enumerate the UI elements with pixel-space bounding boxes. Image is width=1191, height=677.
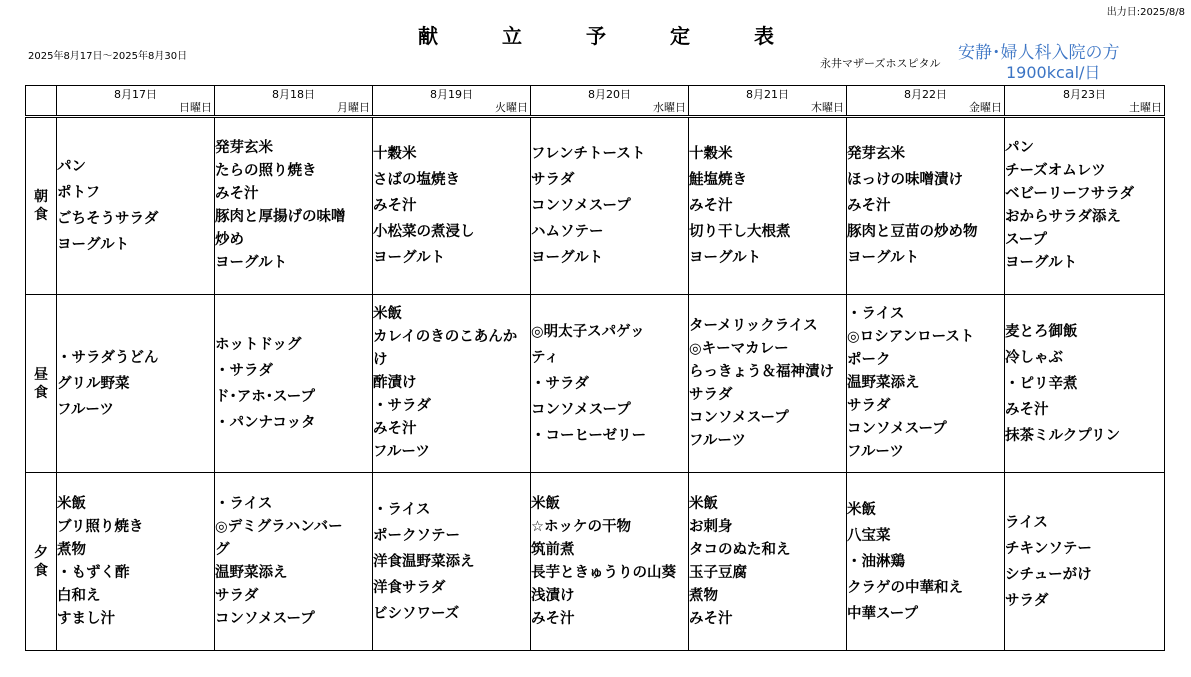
- day-header: [373, 86, 531, 117]
- day-header: [57, 86, 215, 117]
- menu-item: 抹茶ミルクプリン: [1005, 427, 1121, 444]
- menu-item: 中華スープ: [847, 605, 919, 622]
- menu-item: 温野菜添え: [215, 564, 288, 581]
- menu-item: みそ汁: [215, 186, 259, 202]
- menu-item: サラダ: [689, 386, 733, 403]
- menu-item: ヨーグルト: [847, 250, 920, 266]
- menu-item: ・サラダ: [531, 375, 589, 392]
- menu-item: ポーク: [847, 352, 891, 368]
- menu-item: ホットドッグ: [215, 336, 302, 353]
- menu-item: サラダ: [1005, 592, 1049, 609]
- menu-item: 豚肉と厚揚げの味噌: [215, 209, 346, 225]
- day-date: 8月21日: [746, 87, 789, 101]
- meal-label-char: 食: [34, 384, 48, 401]
- menu-item: 浅漬け: [531, 587, 575, 604]
- day-date: 8月22日: [904, 87, 947, 101]
- menu-item: ・油淋鶏: [847, 553, 905, 570]
- menu-cell: [373, 473, 531, 651]
- menu-item: 十穀米: [689, 146, 733, 162]
- menu-item: 長芋ときゅうりの山葵: [531, 564, 676, 581]
- menu-item: 切り干し大根煮: [689, 224, 791, 240]
- day-header: [847, 86, 1005, 117]
- menu-item: ◎キーマカレー: [689, 340, 789, 357]
- meal-label-char: 食: [34, 562, 48, 579]
- day-header: [689, 86, 847, 117]
- menu-item: 洋食サラダ: [373, 579, 446, 596]
- menu-cell: [847, 117, 1005, 295]
- menu-cell: [373, 117, 531, 295]
- menu-cell: [57, 295, 215, 473]
- day-weekday: 水曜日: [653, 100, 686, 114]
- diet-type: 安静･婦人科入院の方: [958, 43, 1120, 63]
- day-date: 8月19日: [430, 87, 473, 101]
- menu-item: 鮭塩焼き: [689, 172, 747, 188]
- menu-item: みそ汁: [1005, 401, 1049, 418]
- menu-item: ベビーリーフサラダ: [1005, 186, 1135, 202]
- menu-item: ・サラダ: [373, 398, 431, 414]
- menu-cell: [689, 117, 847, 295]
- meal-label: [26, 473, 57, 651]
- menu-item: 筑前煮: [531, 541, 575, 558]
- day-date: 8月23日: [1063, 87, 1106, 101]
- menu-item: サラダ: [847, 398, 891, 414]
- menu-item: みそ汁: [373, 198, 417, 214]
- menu-item: サラダ: [531, 172, 575, 188]
- menu-cell: [215, 473, 373, 651]
- menu-item: ヨーグルト: [1005, 255, 1078, 271]
- menu-cell: [57, 117, 215, 295]
- menu-item: 米飯: [689, 495, 718, 512]
- menu-item: パン: [1005, 140, 1034, 156]
- menu-item: 洋食温野菜添え: [373, 553, 475, 570]
- header-row: [26, 86, 1165, 117]
- menu-item: ・ライス: [373, 501, 431, 518]
- menu-item: たらの照り焼き: [215, 163, 317, 179]
- menu-item: ヨーグルト: [373, 250, 446, 266]
- day-weekday: 金曜日: [969, 100, 1002, 114]
- day-header: [1005, 86, 1165, 117]
- menu-item: 小松菜の煮浸し: [373, 224, 475, 240]
- day-header: [531, 86, 689, 117]
- menu-item: 温野菜添え: [847, 375, 920, 391]
- menu-cell: [1005, 295, 1165, 473]
- menu-item: グリル野菜: [57, 375, 130, 392]
- menu-item: ハムソテー: [531, 224, 604, 240]
- menu-cell: [847, 473, 1005, 651]
- menu-item: すまし汁: [57, 610, 115, 627]
- menu-item: コンソメスープ: [531, 401, 631, 418]
- day-header: [215, 86, 373, 117]
- calorie-target: 1900kcal/日: [1006, 63, 1101, 82]
- menu-item: サラダ: [215, 587, 259, 604]
- meal-label: [26, 117, 57, 295]
- menu-cell: [531, 473, 689, 651]
- menu-cell: [847, 295, 1005, 473]
- menu-item: 煮物: [689, 587, 718, 604]
- menu-item: みそ汁: [689, 610, 733, 627]
- menu-item: ・サラダうどん: [57, 349, 159, 366]
- title-char: 定: [670, 24, 690, 48]
- menu-cell: [373, 295, 531, 473]
- menu-item: ビシソワーズ: [373, 605, 460, 622]
- menu-item: ヨーグルト: [215, 255, 288, 271]
- day-weekday: 土曜日: [1129, 100, 1162, 114]
- menu-item: フレンチトースト: [531, 146, 646, 162]
- menu-item: ポークソテー: [373, 527, 460, 544]
- menu-item: みそ汁: [373, 421, 417, 437]
- menu-item: らっきょう＆福神漬け: [689, 363, 834, 380]
- menu-cell: [531, 117, 689, 295]
- menu-item: フルーツ: [689, 432, 746, 449]
- menu-item: ・もずく酢: [57, 564, 130, 581]
- menu-item: カレイのきのこあんか: [373, 329, 518, 345]
- menu-item: チーズオムレツ: [1005, 163, 1106, 179]
- menu-item: クラゲの中華和え: [847, 579, 963, 596]
- menu-item: 冷しゃぶ: [1005, 349, 1063, 366]
- menu-item: ヨーグルト: [531, 250, 604, 266]
- menu-item: ライス: [1005, 514, 1048, 531]
- menu-item: みそ汁: [531, 610, 575, 627]
- menu-item: ヨーグルト: [57, 237, 130, 253]
- title-char: 表: [754, 24, 774, 48]
- menu-item: ・パンナコッタ: [215, 414, 316, 431]
- menu-item: みそ汁: [847, 198, 891, 214]
- menu-item: ◎明太子スパゲッ: [531, 323, 645, 340]
- menu-item: ・サラダ: [215, 362, 273, 379]
- menu-item: 十穀米: [373, 146, 417, 162]
- day-date: 8月20日: [588, 87, 631, 101]
- menu-item: 麦とろ御飯: [1005, 323, 1078, 340]
- menu-item: チキンソテー: [1005, 540, 1092, 557]
- day-date: 8月17日: [114, 87, 157, 101]
- menu-item: スープ: [1005, 232, 1048, 248]
- title-char: 献: [418, 24, 438, 48]
- day-weekday: 木曜日: [811, 100, 844, 114]
- menu-cell: [1005, 117, 1165, 295]
- menu-item: ヨーグルト: [689, 250, 762, 266]
- meal-label-char: 食: [34, 207, 48, 223]
- menu-item: タコのぬた和え: [689, 541, 791, 558]
- menu-item: ド･アホ･スープ: [215, 388, 316, 405]
- menu-item: 豚肉と豆苗の炒め物: [847, 224, 978, 240]
- corner-cell: [26, 86, 57, 117]
- menu-item: ティ: [531, 349, 559, 366]
- menu-item: ・ピリ辛煮: [1005, 375, 1078, 392]
- menu-cell: [1005, 473, 1165, 651]
- menu-item: フルーツ: [373, 444, 430, 460]
- menu-item: コンソメスープ: [689, 409, 789, 426]
- day-weekday: 日曜日: [179, 100, 212, 114]
- menu-item: ◎ロシアンロースト: [847, 329, 975, 345]
- meal-label-char: 昼: [34, 366, 48, 383]
- menu-item: 酢漬け: [373, 375, 417, 391]
- menu-item: ブリ照り焼き: [57, 518, 144, 535]
- menu-item: ・ライス: [847, 306, 905, 322]
- menu-item: 米飯: [57, 495, 86, 512]
- meal-row: [26, 473, 1165, 651]
- menu-item: 発芽玄米: [847, 146, 905, 162]
- menu-item: さばの塩焼き: [373, 172, 460, 188]
- output-date: 出力日:2025/8/8: [1106, 7, 1185, 18]
- menu-cell: [57, 473, 215, 651]
- menu-item: シチューがけ: [1005, 566, 1092, 583]
- menu-item: 煮物: [57, 541, 86, 558]
- menu-item: 発芽玄米: [215, 140, 273, 156]
- meal-row: [26, 117, 1165, 295]
- menu-item: ごちそうサラダ: [57, 211, 159, 227]
- menu-item: お刺身: [689, 518, 733, 535]
- title-char: 立: [502, 24, 522, 48]
- menu-cell: [531, 295, 689, 473]
- day-date: 8月18日: [272, 87, 315, 101]
- meal-label: [26, 295, 57, 473]
- menu-table: [25, 85, 1165, 651]
- menu-item: け: [373, 352, 388, 368]
- title-char: 予: [586, 24, 606, 48]
- menu-item: 米飯: [373, 306, 402, 322]
- menu-item: コンソメスープ: [847, 421, 947, 437]
- menu-item: コンソメスープ: [215, 610, 315, 627]
- menu-item: ・コーヒーゼリー: [531, 427, 647, 444]
- menu-cell: [215, 295, 373, 473]
- menu-item: ポトフ: [57, 185, 101, 201]
- menu-item: ほっけの味噌漬け: [847, 172, 963, 188]
- menu-item: フルーツ: [847, 444, 904, 460]
- menu-cell: [689, 295, 847, 473]
- menu-item: おからサラダ添え: [1005, 209, 1121, 225]
- page-title: [418, 20, 838, 49]
- menu-item: みそ汁: [689, 198, 733, 214]
- meal-label-char: 朝: [34, 189, 48, 205]
- menu-item: ・ライス: [215, 495, 273, 512]
- menu-item: 白和え: [57, 587, 101, 604]
- hospital-name: 永井マザーズホスピタル: [820, 57, 941, 70]
- menu-item: コンソメスープ: [531, 198, 631, 214]
- menu-cell: [689, 473, 847, 651]
- menu-item: グ: [215, 541, 230, 558]
- date-range: 2025年8月17日～2025年8月30日: [28, 51, 188, 62]
- menu-item: 炒め: [215, 232, 244, 248]
- menu-item: 八宝菜: [847, 527, 891, 544]
- day-weekday: 月曜日: [337, 100, 370, 114]
- menu-item: 玉子豆腐: [689, 564, 747, 581]
- menu-item: 米飯: [847, 501, 876, 518]
- menu-item: 米飯: [531, 495, 560, 512]
- meal-row: [26, 295, 1165, 473]
- menu-item: フルーツ: [57, 401, 114, 418]
- menu-item: ☆ホッケの干物: [531, 518, 631, 535]
- meal-label-char: 夕: [34, 544, 48, 561]
- menu-item: パン: [57, 159, 86, 175]
- menu-cell: [215, 117, 373, 295]
- day-weekday: 火曜日: [495, 100, 528, 114]
- menu-item: ターメリックライス: [689, 317, 818, 334]
- menu-item: ◎デミグラハンバー: [215, 518, 343, 535]
